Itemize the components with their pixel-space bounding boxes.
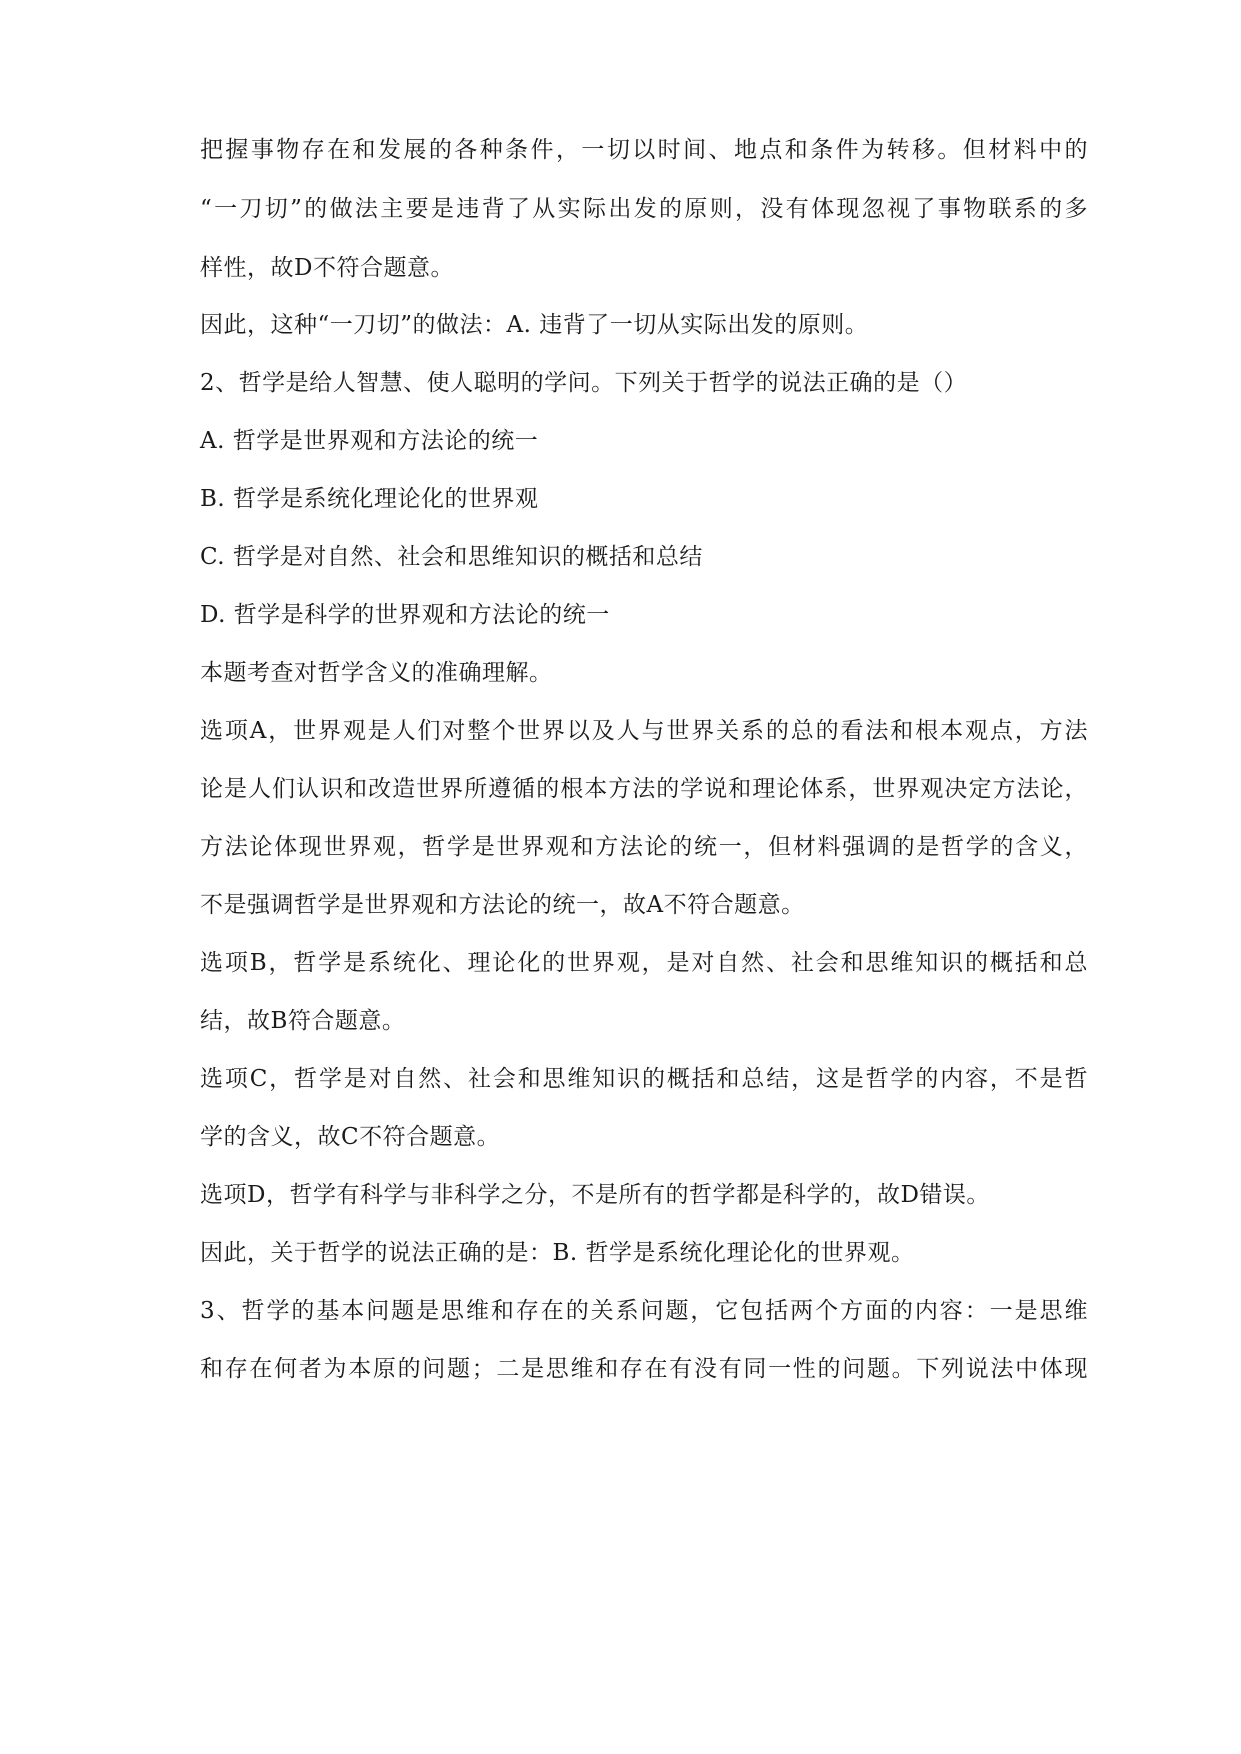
option-d: D. 哲学是科学的世界观和方法论的统一 <box>200 602 610 628</box>
question-3-stem: 3、哲学的基本问题是思维和存在的关系问题，它包括两个方面的内容：一是思维 <box>200 1298 1088 1324</box>
text-line: 因此，这种“一刀切”的做法：A. 违背了一切从实际出发的原则。 <box>200 312 869 338</box>
text-line: 选项D，哲学有科学与非科学之分，不是所有的哲学都是科学的，故D错误。 <box>200 1182 990 1208</box>
option-a: A. 哲学是世界观和方法论的统一 <box>200 428 539 454</box>
text-line: 方法论体现世界观，哲学是世界观和方法论的统一，但材料强调的是哲学的含义， <box>200 834 1088 860</box>
option-b: B. 哲学是系统化理论化的世界观 <box>200 486 539 512</box>
text-line: 和存在何者为本原的问题；二是思维和存在有没有同一性的问题。下列说法中体现 <box>200 1356 1088 1382</box>
text-line: 因此，关于哲学的说法正确的是：B. 哲学是系统化理论化的世界观。 <box>200 1240 915 1266</box>
text-line: 学的含义，故C不符合题意。 <box>200 1124 501 1150</box>
text-line: 选项B，哲学是系统化、理论化的世界观，是对自然、社会和思维知识的概括和总 <box>200 950 1088 976</box>
text-line: 样性，故D不符合题意。 <box>200 255 454 281</box>
text-line: 不是强调哲学是世界观和方法论的统一，故A不符合题意。 <box>200 892 805 918</box>
question-2-stem: 2、哲学是给人智慧、使人聪明的学问。下列关于哲学的说法正确的是（） <box>200 370 968 396</box>
text-line: 选项A，世界观是人们对整个世界以及人与世界关系的总的看法和根本观点，方法 <box>200 718 1088 744</box>
text-line: 本题考查对哲学含义的准确理解。 <box>200 660 553 686</box>
option-c: C. 哲学是对自然、社会和思维知识的概括和总结 <box>200 544 703 570</box>
text-line: “一刀切”的做法主要是违背了从实际出发的原则，没有体现忽视了事物联系的多 <box>200 196 1088 222</box>
text-line: 论是人们认识和改造世界所遵循的根本方法的学说和理论体系，世界观决定方法论， <box>200 776 1088 802</box>
text-line: 把握事物存在和发展的各种条件，一切以时间、地点和条件为转移。但材料中的 <box>200 137 1088 163</box>
text-line: 选项C，哲学是对自然、社会和思维知识的概括和总结，这是哲学的内容，不是哲 <box>200 1066 1088 1092</box>
text-line: 结，故B符合题意。 <box>200 1008 406 1034</box>
